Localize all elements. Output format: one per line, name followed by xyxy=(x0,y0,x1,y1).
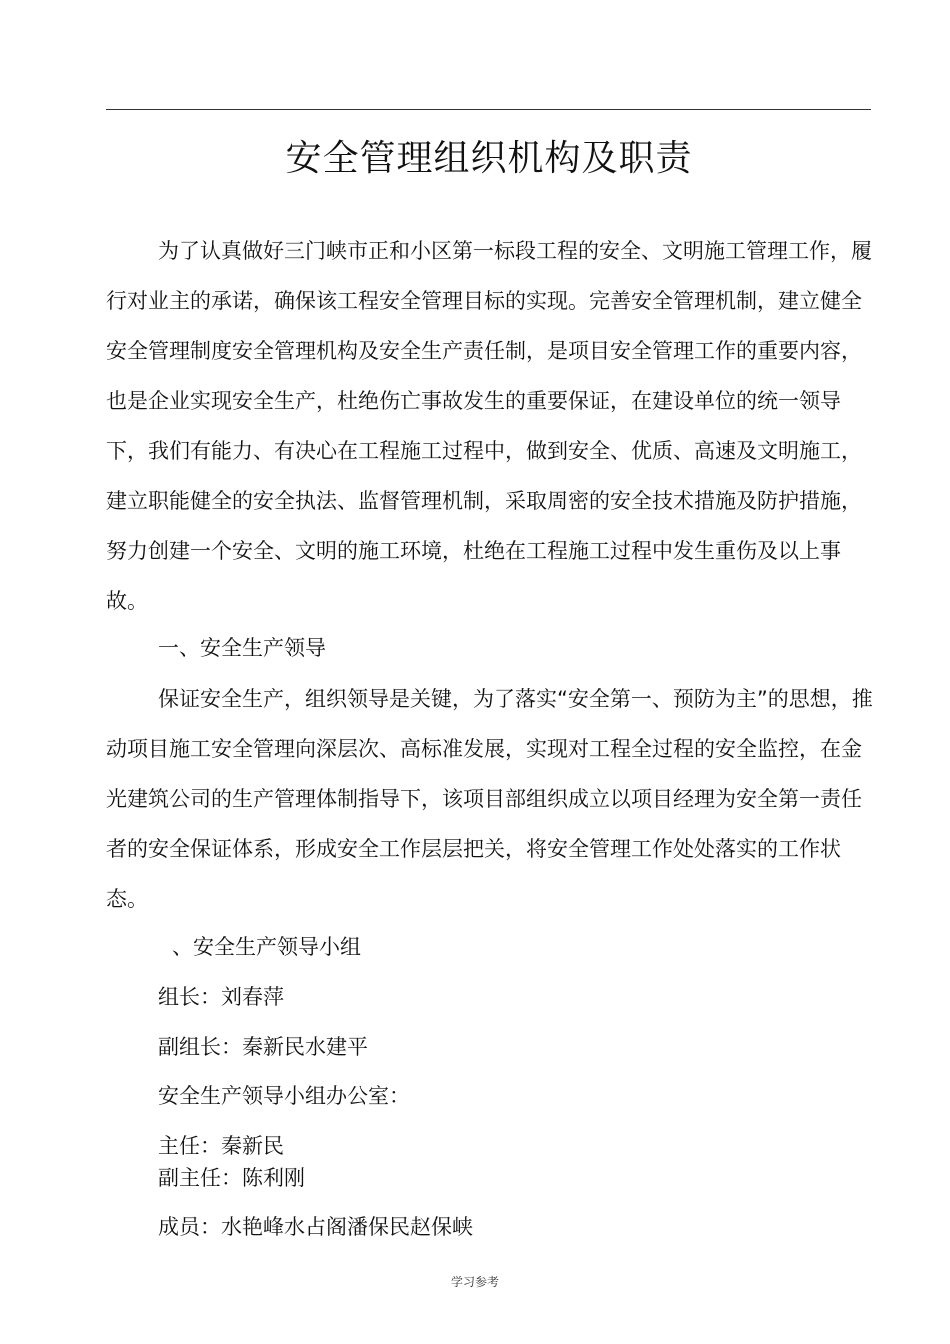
intro-paragraph: 为了认真做好三门峡市正和小区第一标段工程的安全、文明施工管理工作，履行对业主的承诺，确保该工程安全管理目标的实现。完善安全管理机制，建立健全安全管理制度安全管理机构及安全生产责任制，是项目安全管理工作的重要内容，也是企业实现安全生产，杜绝伤亡事故发生的重要保证，在建设单位的统一领导下，我们有能力、有决心在工程施工过程中，做到安全、优质、高速及文明施工，建立职能健全的安全执法、监督管理机制，采取周密的安全技术措施及防护措施，努力创建一个安全、文明的施工环境，杜绝在工程施工过程中发生重伤及以上事故。 xyxy=(106,239,872,613)
office-heading: 安全生产领导小组办公室： xyxy=(158,1084,410,1108)
document-title: 安全管理组织机构及职责 xyxy=(285,138,693,180)
page-footer: 学习参考 xyxy=(450,1275,499,1289)
header-rule xyxy=(106,109,871,110)
group-leader: 组长：刘春萍 xyxy=(158,985,284,1009)
subsection-heading-group: 、安全生产领导小组 xyxy=(172,935,361,959)
office-director: 主任：秦新民 xyxy=(158,1134,284,1158)
leadership-paragraph: 保证安全生产，组织领导是关键，为了落实“安全第一、预防为主”的思想，推动项目施工安全管理向深层次、高标准发展，实现对工程全过程的安全监控，在金光建筑公司的生产管理体制指导下，该项目部组织成立以项目经理为安全第一责任者的安全保证体系，形成安全工作层层把关，将安全管理工作处处落实的工作状态。 xyxy=(106,687,873,911)
section-heading-leadership: 一、安全生产领导 xyxy=(158,636,326,660)
office-deputy-director: 副主任：陈利刚 xyxy=(158,1166,305,1190)
group-deputy-leader: 副组长：秦新民水建平 xyxy=(158,1035,368,1059)
office-members: 成员：水艳峰水占阁潘保民赵保峡 xyxy=(158,1215,473,1239)
